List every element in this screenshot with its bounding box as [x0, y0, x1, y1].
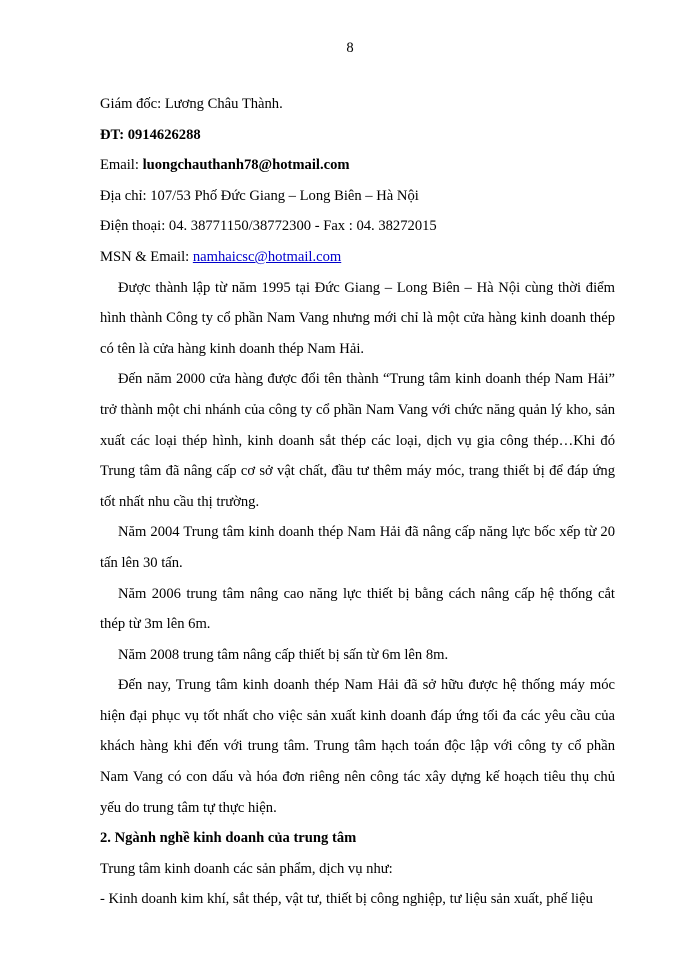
phone-value: 0914626288: [127, 126, 201, 143]
paragraph-founding: Được thành lập từ năm 1995 tại Đức Giang – Long Biên – Hà Nội cùng thời điểm hình thành Công ty cổ phần Nam Vang nhưng mới chỉ là một cửa hàng kinh doanh thép có tên là cửa hàng kinh doanh thép Nam Hải.: [100, 279, 615, 357]
director-line: Giám đốc: Lương Châu Thành.: [100, 96, 283, 112]
email-value: luongchauthanh78@hotmail.com: [142, 157, 350, 174]
email-label: Email:: [100, 157, 143, 174]
phone-line: [100, 120, 615, 151]
page-content: [100, 89, 615, 915]
page-number: 8: [346, 40, 354, 56]
section-2-intro: Trung tâm kinh doanh các sản phẩm, dịch vụ như:: [100, 860, 393, 877]
paragraph-2008: Năm 2008 trung tâm nâng cấp thiết bị sấn từ 6m lên 8m.: [118, 646, 449, 663]
paragraph-current: Đến nay, Trung tâm kinh doanh thép Nam Hải đã sở hữu được hệ thống máy móc hiện đại phục vụ tốt nhất cho việc sản xuất kinh doanh đáp ứng tối đa các yêu cầu của khách hàng khi đến với trung tâm. Trung tâm hạch toán độc lập với công ty cổ phần Nam Vang có con dấu và hóa đơn riêng nên công tác xây dựng kế hoạch tiêu thụ chủ yếu do trung tâm tự thực hiện.: [100, 677, 615, 816]
paragraph-2004: Năm 2004 Trung tâm kinh doanh thép Nam Hải đã nâng cấp năng lực bốc xếp từ 20 tấn lên 30 tấn.: [100, 524, 615, 571]
msn-label: MSN & Email:: [100, 248, 193, 265]
paragraph-2006: Năm 2006 trung tâm nâng cao năng lực thiết bị bằng cách nâng cấp hệ thống cắt thép từ 3m lên 6m.: [100, 585, 615, 633]
msn-line: [100, 242, 615, 273]
msn-email-link[interactable]: namhaicsc@hotmail.com: [192, 248, 342, 265]
section-2-heading: 2. Ngành nghề kinh doanh của trung tâm: [100, 830, 357, 847]
telephone-line: Điện thoại: 04. 38771150/38772300 - Fax : 04. 38272015: [100, 218, 437, 235]
phone-label: ĐT:: [100, 126, 128, 143]
paragraph-2000: Đến năm 2000 cửa hàng được đổi tên thành “Trung tâm kinh doanh thép Nam Hải” trở thành một chi nhánh của công ty cổ phần Nam Vang với chức năng quản lý kho, sản xuất các loại thép hình, kinh doanh sắt thép các loại, dịch vụ gia công thép…Khi đó Trung tâm đã nâng cấp cơ sở vật chất, đầu tư thêm máy móc, trang thiết bị để đáp ứng tốt nhất nhu cầu thị trường.: [100, 371, 615, 510]
list-item: - Kinh doanh kim khí, sắt thép, vật tư, thiết bị công nghiệp, tư liệu sản xuất, phế liệu: [100, 891, 593, 908]
email-line: [100, 150, 615, 181]
address-line: Địa chỉ: 107/53 Phố Đức Giang – Long Biên – Hà Nội: [100, 187, 419, 204]
